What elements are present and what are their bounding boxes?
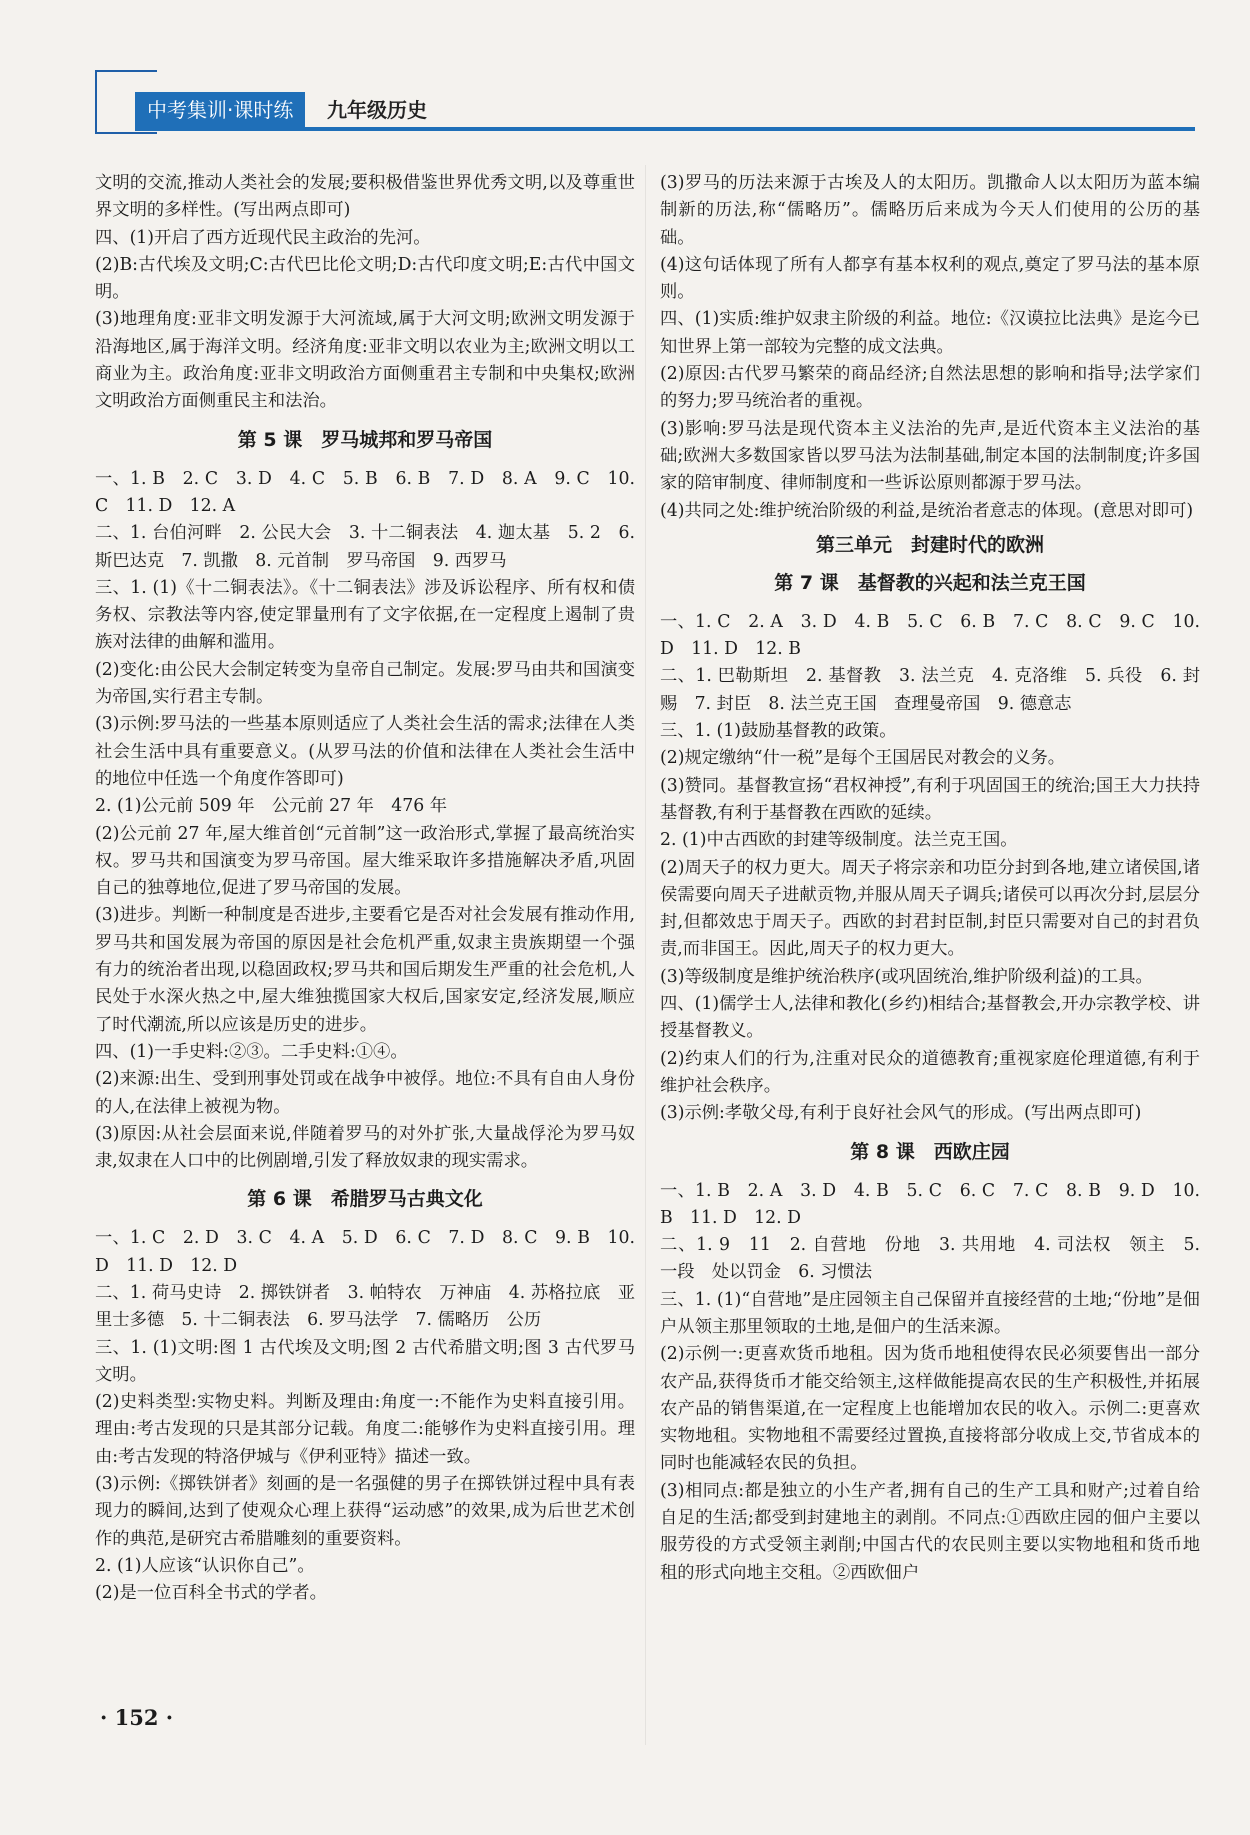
answer-paragraph: 三、1. (1)《十二铜表法》。《十二铜表法》涉及诉讼程序、所有权和债务权、宗教法等内容,使定罪量刑有了文字依据,在一定程度上遏制了贵族对法律的曲解和滥用。 bbox=[95, 577, 635, 653]
answer-paragraph: (2)规定缴纳“什一税”是每个王国居民对教会的义务。 bbox=[660, 748, 1066, 769]
lesson-title: 第 6 课 希腊罗马古典文化 bbox=[247, 1188, 483, 1211]
answer-paragraph: 四、(1)儒学士人,法律和教化(乡约)相结合;基督教会,开办宗教学校、讲授基督教义。 bbox=[660, 994, 1200, 1042]
answer-paragraph: (4)共同之处:维护统治阶级的利益,是统治者意志的体现。(意思对即可) bbox=[660, 500, 1194, 521]
right-column bbox=[660, 170, 1200, 1587]
answer-paragraph: 三、1. (1)鼓励基督教的政策。 bbox=[660, 721, 897, 742]
answer-paragraph: (2)约束人们的行为,注重对民众的道德教育;重视家庭伦理道德,有利于维护社会秩序。 bbox=[660, 1048, 1200, 1096]
answer-paragraph: (3)进步。判断一种制度是否进步,主要看它是否对社会发展有推动作用,罗马共和国发展为帝国的原因是社会危机严重,奴隶主贵族期望一个强有力的统治者出现,以稳固政权;罗马共和国后期发生严重的社会危机,人民处于水深火热之中,屋大维独揽国家大权后,国家安定,经济发展,顺应了时代潮流,所以应该是历史的进步。 bbox=[95, 905, 635, 1035]
answer-paragraph: 二、1. 巴勒斯坦 2. 基督教 3. 法兰克 4. 克洛维 5. 兵役 6. 封赐 7. 封臣 8. 法兰克王国 查理曼帝国 9. 德意志 bbox=[660, 666, 1200, 714]
answer-paragraph: 一、1. C 2. A 3. D 4. B 5. C 6. B 7. C 8. C 9. C 10. D 11. D 12. B bbox=[660, 611, 1200, 660]
answer-paragraph: (3)相同点:都是独立的小生产者,拥有自己的生产工具和财产;过着自给自足的生活;都受到封建地主的剥削。不同点:①西欧庄园的佃户主要以服劳役的方式受领主剥削;中国古代的农民则主要以实物地租和货币地租的形式向地主交租。②西欧佃户 bbox=[660, 1480, 1200, 1583]
answer-paragraph: 二、1. 9 11 2. 自营地 份地 3. 共用地 4. 司法权 领主 5. 一段 处以罚金 6. 习惯法 bbox=[660, 1235, 1200, 1283]
answer-paragraph: 2. (1)人应该“认识你自己”。 bbox=[95, 1555, 315, 1576]
answer-paragraph: (3)示例:罗马法的一些基本原则适应了人类社会生活的需求;法律在人类社会生活中具有重要意义。(从罗马法的价值和法律在人类社会生活中的地位中任选一个角度作答即可) bbox=[95, 714, 635, 789]
answer-paragraph: 一、1. B 2. A 3. D 4. B 5. C 6. C 7. C 8. B 9. D 10. B 11. D 12. D bbox=[660, 1180, 1200, 1228]
unit-title: 第三单元 封建时代的欧洲 bbox=[815, 533, 1044, 556]
answer-paragraph: (2)史料类型:实物史料。判断及理由:角度一:不能作为史料直接引用。理由:考古发现的只是其部分记载。角度二:能够作为史料直接引用。理由:考古发现的特洛伊城与《伊利亚特》描述一致。 bbox=[95, 1392, 635, 1467]
answer-paragraph: (2)示例一:更喜欢货币地租。因为货币地租使得农民必须要售出一部分农产品,获得货币才能交给领主,这样做能提高农民的生产积极性,并拓展农产品的销售渠道,在一定程度上也能增加农民的收入。示例二:更喜欢实物地租。实物地租不需要经过置换,直接将部分收成上交,节省成本的同时也能减轻农民的负担。 bbox=[660, 1344, 1200, 1474]
answer-paragraph: (3)罗马的历法来源于古埃及人的太阳历。凯撒命人以太阳历为蓝本编制新的历法,称“儒略历”。儒略历后来成为今天人们使用的公历的基础。 bbox=[660, 173, 1200, 248]
answer-paragraph: 二、1. 台伯河畔 2. 公民大会 3. 十二铜表法 4. 迦太基 5. 2 6. 斯巴达克 7. 凯撒 8. 元首制 罗马帝国 9. 西罗马 bbox=[95, 523, 635, 571]
answer-paragraph: (3)等级制度是维护统治秩序(或巩固统治,维护阶级利益)的工具。 bbox=[660, 966, 1153, 987]
header-rule bbox=[135, 127, 1195, 131]
column-divider bbox=[645, 165, 646, 1745]
answer-paragraph: (2)来源:出生、受到刑事处罚或在战争中被俘。地位:不具有自由人身份的人,在法律上被视为物。 bbox=[95, 1069, 635, 1117]
book-subject: 九年级历史 bbox=[327, 98, 427, 122]
answer-paragraph: (3)原因:从社会层面来说,伴随着罗马的对外扩张,大量战俘沦为罗马奴隶,奴隶在人口中的比例剧增,引发了释放奴隶的现实需求。 bbox=[95, 1123, 635, 1172]
lesson-title: 第 8 课 西欧庄园 bbox=[850, 1140, 1010, 1163]
answer-paragraph: (3)赞同。基督教宣扬“君权神授”,有利于巩固国王的统治;国王大力扶持基督教,有利于基督教在西欧的延续。 bbox=[660, 775, 1200, 823]
answer-paragraph: 四、(1)一手史料:②③。二手史料:①④。 bbox=[95, 1041, 408, 1062]
answer-paragraph: 一、1. C 2. D 3. C 4. A 5. D 6. C 7. D 8. C 9. B 10. D 11. D 12. D bbox=[95, 1228, 635, 1276]
answer-paragraph: (3)影响:罗马法是现代资本主义法治的先声,是近代资本主义法治的基础;欧洲大多数国家皆以罗马法为法制基础,制定本国的法制制度;许多国家的陪审制度、律师制度和一些诉讼原则都源于罗马法。 bbox=[660, 418, 1200, 494]
answer-paragraph: 2. (1)中古西欧的封建等级制度。法兰克王国。 bbox=[660, 830, 1018, 851]
answer-paragraph: 一、1. B 2. C 3. D 4. C 5. B 6. B 7. D 8. A 9. C 10. C 11. D 12. A bbox=[95, 468, 635, 516]
answer-paragraph: (2)原因:古代罗马繁荣的商品经济;自然法思想的影响和指导;法学家们的努力;罗马统治者的重视。 bbox=[660, 364, 1200, 412]
answer-paragraph: (2)周天子的权力更大。周天子将宗亲和功臣分封到各地,建立诸侯国,诸侯需要向周天子进献贡物,并服从周天子调兵;诸侯可以再次分封,层层分封,但都效忠于周天子。西欧的封君封臣制,封臣只需要对自己的封君负责,而非国王。因此,周天子的权力更大。 bbox=[660, 857, 1200, 960]
page-number: · 152 · bbox=[100, 1705, 174, 1730]
lesson-title: 第 5 课 罗马城邦和罗马帝国 bbox=[237, 428, 493, 451]
lesson-title: 第 7 课 基督教的兴起和法兰克王国 bbox=[774, 571, 1086, 594]
answer-paragraph: 三、1. (1)“自营地”是庄园领主自己保留并直接经营的土地;“份地”是佃户从领主那里领取的土地,是佃户的生活来源。 bbox=[660, 1289, 1200, 1337]
answer-paragraph: (4)这句话体现了所有人都享有基本权利的观点,奠定了罗马法的基本原则。 bbox=[660, 254, 1200, 303]
answer-paragraph: (2)B:古代埃及文明;C:古代巴比伦文明;D:古代印度文明;E:古代中国文明。 bbox=[95, 254, 635, 303]
book-series-badge: 中考集训·课时练 bbox=[135, 92, 305, 128]
answer-paragraph: 四、(1)实质:维护奴隶主阶级的利益。地位:《汉谟拉比法典》是迄今已知世界上第一部较为完整的成文法典。 bbox=[660, 309, 1200, 357]
answer-paragraph: (3)示例:《掷铁饼者》刻画的是一名强健的男子在掷铁饼过程中具有表现力的瞬间,达到了使观众心理上获得“运动感”的效果,成为后世艺术创作的典范,是研究古希腊雕刻的重要资料。 bbox=[95, 1474, 635, 1549]
answer-paragraph: 三、1. (1)文明:图 1 古代埃及文明;图 2 古代希腊文明;图 3 古代罗马文明。 bbox=[95, 1337, 635, 1385]
answer-paragraph: 二、1. 荷马史诗 2. 掷铁饼者 3. 帕特农 万神庙 4. 苏格拉底 亚里士多德 5. 十二铜表法 6. 罗马法学 7. 儒略历 公历 bbox=[95, 1282, 635, 1331]
page-header bbox=[95, 70, 1195, 130]
answer-paragraph: (2)是一位百科全书式的学者。 bbox=[95, 1583, 327, 1604]
left-column bbox=[95, 170, 635, 1608]
answer-paragraph: (2)变化:由公民大会制定转变为皇帝自己制定。发展:罗马由共和国演变为帝国,实行君主专制。 bbox=[95, 659, 635, 708]
answer-paragraph: (3)地理角度:亚非文明发源于大河流域,属于大河文明;欧洲文明发源于沿海地区,属于海洋文明。经济角度:亚非文明以农业为主;欧洲文明以工商业为主。政治角度:亚非文明政治方面侧重君主专制和中央集权;欧洲文明政治方面侧重民主和法治。 bbox=[95, 309, 635, 412]
answer-paragraph: (2)公元前 27 年,屋大维首创“元首制”这一政治形式,掌握了最高统治实权。罗马共和国演变为罗马帝国。屋大维采取许多措施解决矛盾,巩固自己的独尊地位,促进了罗马帝国的发展。 bbox=[95, 823, 635, 899]
answer-paragraph: 2. (1)公元前 509 年 公元前 27 年 476 年 bbox=[95, 796, 447, 817]
answer-paragraph: 四、(1)开启了西方近现代民主政治的先河。 bbox=[95, 227, 431, 248]
answer-paragraph: 文明的交流,推动人类社会的发展;要积极借鉴世界优秀文明,以及尊重世界文明的多样性。(写出两点即可) bbox=[95, 173, 635, 221]
answer-paragraph: (3)示例:孝敬父母,有利于良好社会风气的形成。(写出两点即可) bbox=[660, 1103, 1142, 1124]
